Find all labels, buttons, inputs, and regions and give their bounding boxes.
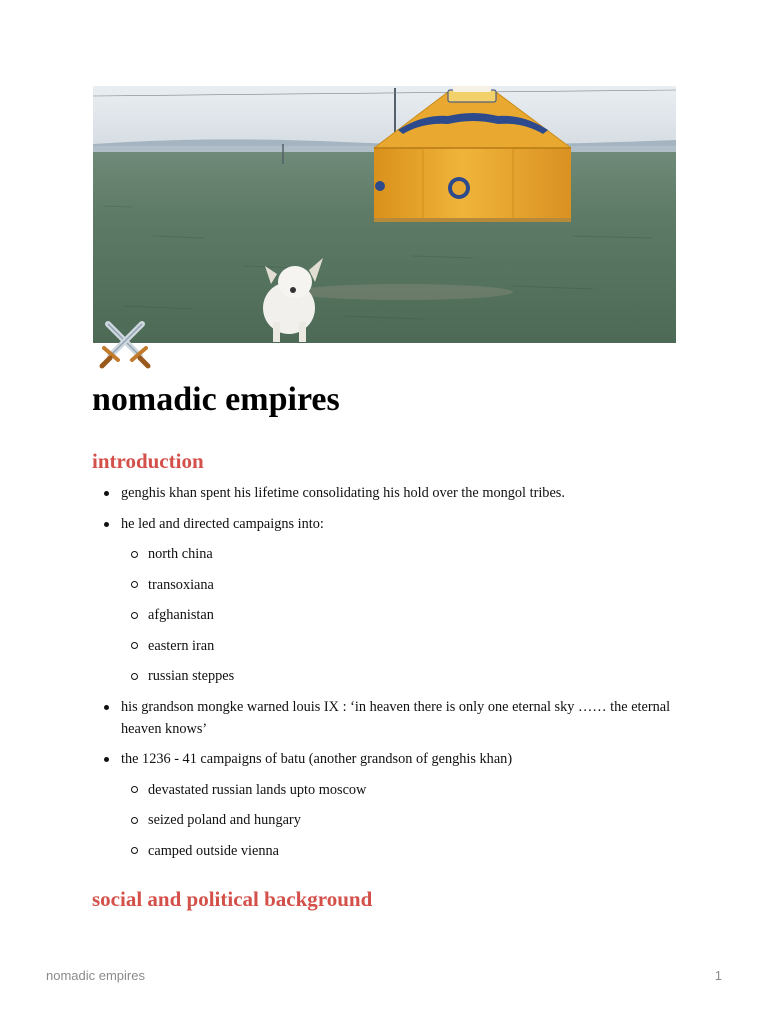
sub-list-item: north china [121,543,682,565]
footer-doc-title: nomadic empires [46,968,145,983]
section-heading-introduction: introduction [92,449,204,473]
sub-list-item: transoxiana [121,574,682,596]
list-item-text: his grandson mongke warned louis IX : ‘in heaven there is only one eternal sky …… the eternal heaven knows’ [121,698,671,737]
list-item [92,513,682,688]
sub-bullet-list [121,543,682,687]
cover-image [93,86,676,343]
section-heading-social-political: social and political background [92,887,373,911]
list-item [92,482,682,504]
list-item [92,748,682,862]
sub-bullet-list [121,779,682,862]
list-item-text: the 1236 - 41 campaigns of batu (another grandson of genghis khan) [121,751,513,767]
sub-list-item: russian steppes [121,665,682,687]
sub-list-item: devastated russian lands upto moscow [121,779,682,801]
introduction-content [92,482,682,870]
list-item [92,696,682,740]
sub-list-item: camped outside vienna [121,840,682,862]
sub-list-item: eastern iran [121,635,682,657]
page-title: nomadic empires [92,381,340,418]
footer-page-number: 1 [714,968,722,983]
sub-list-item: afghanistan [121,604,682,626]
sub-list-item: seized poland and hungary [121,809,682,831]
list-item-text: genghis khan spent his lifetime consolidating his hold over the mongol tribes. [121,485,565,501]
list-item-text: he led and directed campaigns into: [121,515,324,532]
crossed-swords-icon [96,316,154,372]
bullet-list [92,482,682,862]
